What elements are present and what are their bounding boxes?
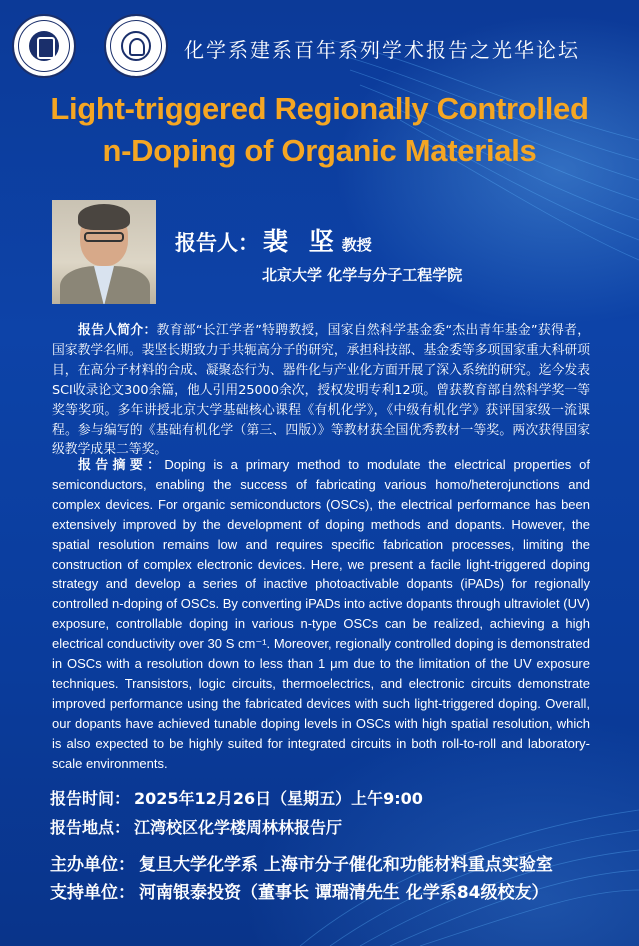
place-value: 江湾校区化学楼周林林报告厅 xyxy=(134,818,343,837)
talk-abstract xyxy=(52,455,590,774)
talk-title xyxy=(0,88,639,172)
speaker-title: 教授 xyxy=(341,236,372,254)
time-value: 2025年12月26日（星期五）上午9:00 xyxy=(134,789,423,808)
support-value: 河南银泰投资（董事长 谭瑞清先生 化学系84级校友） xyxy=(139,883,549,903)
support-organizer xyxy=(50,878,549,903)
bio-label: 报告人简介： xyxy=(78,323,157,338)
speaker-label: 报告人： xyxy=(175,231,259,255)
support-label: 支持单位： xyxy=(50,883,135,903)
speaker-line xyxy=(175,222,372,258)
bio-text: 教育部“长江学者”特聘教授，国家自然科学基金委“杰出青年基金”获得者，国家教学名师。裴坚长期致力于共轭高分子的研究，承担科技部、基金委等多项国家重大科研项目，在高分子材料的合成、凝聚态行为、器件化与产业化方面开展了深入系统的研究。迄今发表SCI收录论文300余篇，他人引用25000余次，授权发明专利12项。曾获教育部自然科学奖一等奖等奖项。多年讲授北京大学基础核心课程《有机化学》，《中级有机化学》获评国家级一流课程。参与编写的《基础有机化学（第三、四版）》等教材获全国优秀教材一等奖。两次获得国家级教学成果二等奖。 xyxy=(52,323,591,458)
host-label: 主办单位： xyxy=(50,855,135,875)
time-label: 报告时间： xyxy=(50,789,131,808)
place-label: 报告地点： xyxy=(50,818,131,837)
fudan-university-logo xyxy=(12,14,76,78)
speaker-name: 裴 坚 xyxy=(263,227,340,256)
host-value: 复旦大学化学系 上海市分子催化和功能材料重点实验室 xyxy=(139,855,553,875)
host-organizer xyxy=(50,850,553,875)
chemistry-department-logo xyxy=(104,14,168,78)
speaker-photo xyxy=(52,200,156,304)
speaker-affiliation: 北京大学 化学与分子工程学院 xyxy=(262,266,463,284)
talk-place xyxy=(50,815,342,838)
talk-title-line-1: Light-triggered Regionally Controlled xyxy=(50,91,589,126)
talk-time xyxy=(50,786,423,809)
header xyxy=(12,14,632,78)
talk-title-line-2: n-Doping of Organic Materials xyxy=(102,133,537,168)
abstract-text: Doping is a primary method to modulate the electrical properties of semiconductors, enabling the success of fabricating various homo/heterojunctions and complex devices. For organic semiconductors (OSCs), the electrical performance has been extensively improved by the development of doping methods and dopants. However, the spatial resolution remains low and requires specific fabrication processes, limiting the construction of complex electronic devices. Here, we present a facile light-triggered doping strategy and develop a series of inactive photoactivable dopants (iPADs) for regionally controlled n-doping of OSCs. By converting iPADs into active dopants through ultraviolet (UV) exposure, controllable doping in various n-type OSCs can be realized, achieving a high electrical conductivity over 30 S cm⁻¹. Moreover, regionally controlled doping is demonstrated in OSCs with a resolution down to less than 1 μm due to the limitation of the UV exposure techniques. Transistors, logic circuits, thermoelectrics, and electronic circuits demonstrate improved performance using the fabricated devices with such light-triggered doping. Overall, our dopants have achieved tunable doping levels in OSCs with high spatial resolution, which is also expected to be highly suited for integrated circuits in both roll-to-roll and laboratory-scale environments. xyxy=(52,457,590,771)
speaker-bio xyxy=(52,321,590,460)
abstract-label: 报告摘要： xyxy=(78,457,165,472)
series-title: 化学系建系百年系列学术报告之光华论坛 xyxy=(184,38,580,62)
